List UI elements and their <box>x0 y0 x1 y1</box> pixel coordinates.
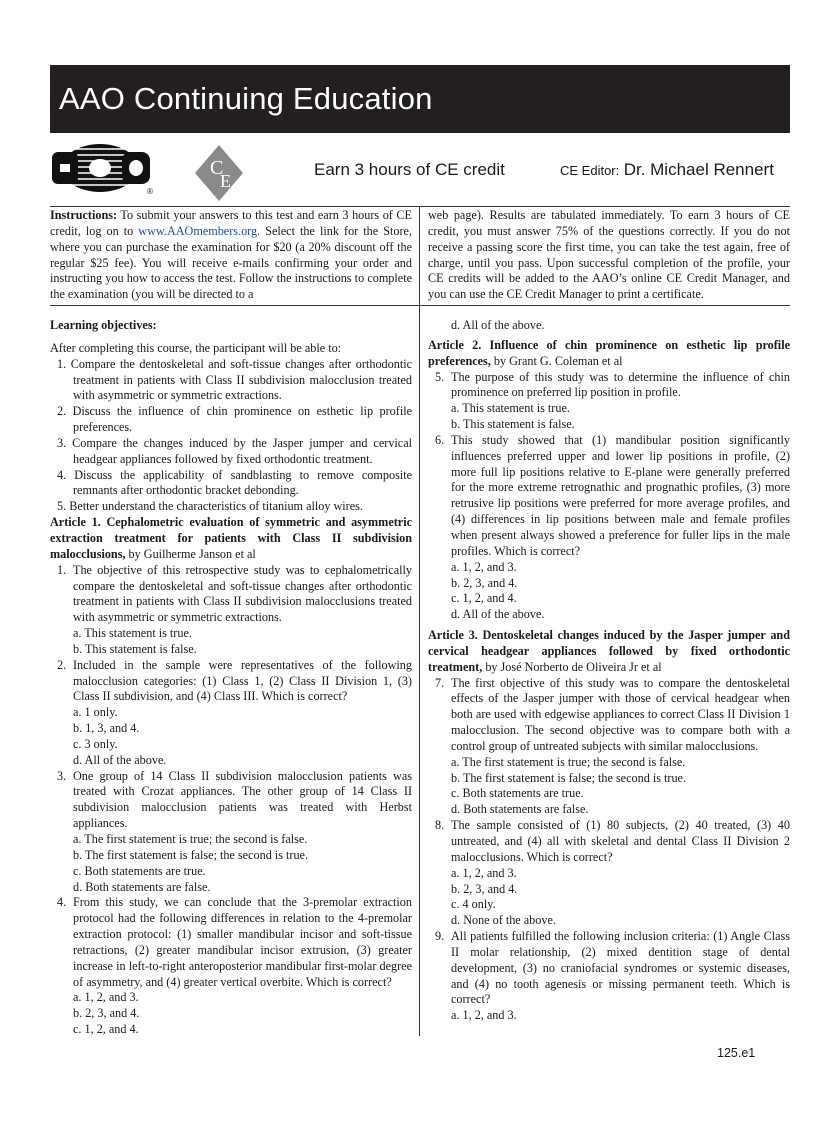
question <box>50 769 412 832</box>
question-number: 9. <box>435 929 445 944</box>
question-text: The sample consisted of (1) 80 subjects, (2) 40 treated, (3) 40 untreated, and (4) all with skeletal and dental Class II Division 2 malocclusions. Which is correct? <box>451 818 790 864</box>
objectives-intro: After completing this course, the participant will be able to: <box>50 340 342 355</box>
ce-editor <box>560 160 774 180</box>
answer-option[interactable]: c. Both statements are true. <box>73 863 206 878</box>
ce-logo <box>193 143 245 203</box>
answer-option[interactable]: a. This statement is true. <box>73 626 192 641</box>
question-text: One group of 14 Class II subdivision malocclusion patients was treated with Crozat appliances. The other group of 14 Class II subdivision malocclusion patients was treated with Herbst appliances. <box>73 768 412 831</box>
instructions-left <box>50 208 412 303</box>
answer-option[interactable]: b. This statement is false. <box>451 417 575 432</box>
ce-logo-c: C <box>210 157 224 179</box>
objectives-list <box>50 357 412 515</box>
answer-option[interactable]: a. 1, 2, and 3. <box>73 990 139 1005</box>
answer-option[interactable]: c. 1, 2, and 4. <box>451 591 517 606</box>
question <box>50 895 412 990</box>
ce-logo-e: E <box>220 171 231 191</box>
objective-item: 4. Discuss the applicability of sandblasting to remove composite remnants after orthodontic bracket debonding. <box>57 467 412 498</box>
question <box>428 818 790 866</box>
editor-name: Dr. Michael Rennert <box>623 160 774 179</box>
objective-item: 3. Compare the changes induced by the Jasper jumper and cervical headgear appliances followed by fixed orthodontic treatment. <box>57 435 412 466</box>
objective-item: 5. Better understand the characteristics of titanium alloy wires. <box>57 499 363 514</box>
question-text: This study showed that (1) mandibular position significantly influences preferred upper and lower lip positions in profile, (2) more full lip positions relative to E-plane were generally preferred for the more extreme retrognathic and prognathic profiles, (3) more retrusive lip positions were preferred for more average profiles, and (4) differences in lip positions between male and female profiles when present always showed a preference for fuller lips in the male profiles. Which is correct? <box>451 432 790 558</box>
question-text: The objective of this retrospective study was to cephalometrically compare the dentoskeletal and soft-tissue changes after orthodontic treatment in patients with Class II subdivision malocclusions treated with asymmetric or symmetric extractions. <box>73 562 412 625</box>
objective-item: 2. Discuss the influence of chin prominence on esthetic lip profile preferences. <box>57 404 412 435</box>
answer-option[interactable]: b. 1, 3, and 4. <box>73 721 140 736</box>
question <box>50 658 412 706</box>
right-column <box>428 318 790 1024</box>
article-3-questions <box>428 676 790 1025</box>
learning-objectives-title: Learning objectives: <box>50 318 157 332</box>
article-3-title: Article 3. Dentoskeletal changes induced by the Jasper jumper and cervical headgear appliances followed by fixed orthodontic treatment, <box>428 628 790 674</box>
question <box>428 676 790 755</box>
answer-option[interactable]: a. This statement is true. <box>451 401 570 416</box>
question-text: From this study, we can conclude that the 3-premolar extraction protocol had the following differences in relation to the 4-premolar extraction protocol: (1) smaller mandibular incisor and soft-tissue retractions, (2) greater mandibular incisor extrusion, (3) greater increase in left-to-right anteroposterior mandibular first-molar degree of asymmetry, and (4) greater vertical overbite. Which is correct? <box>73 895 412 989</box>
instructions-right <box>428 208 790 303</box>
answer-option[interactable]: a. The first statement is true; the second is false. <box>73 832 308 846</box>
answer-option[interactable]: d. Both statements are false. <box>451 802 589 817</box>
article-1-heading <box>50 515 412 563</box>
answer-option[interactable]: b. 2, 3, and 4. <box>73 1006 140 1021</box>
rule-top <box>50 206 790 207</box>
answer-option[interactable]: a. 1, 2, and 3. <box>451 559 517 574</box>
article-1-questions <box>50 563 412 1038</box>
question-number: 7. <box>435 675 445 690</box>
banner-title: AAO Continuing Education <box>50 65 790 133</box>
question-number: 4. <box>57 895 67 910</box>
answer-option[interactable]: a. The first statement is true; the second is false. <box>451 754 686 769</box>
answer-option[interactable]: b. This statement is false. <box>73 641 197 656</box>
answer-option[interactable]: c. 3 only. <box>73 736 118 751</box>
answer-option[interactable]: d. All of the above. <box>451 318 545 332</box>
instructions-label: Instructions: <box>50 208 118 222</box>
question-number: 6. <box>435 432 445 447</box>
answer-option[interactable]: d. All of the above. <box>73 752 167 767</box>
article-3-heading <box>428 628 790 676</box>
answer-option[interactable]: d. None of the above. <box>451 913 556 928</box>
question <box>50 563 412 626</box>
instructions-text-cont: . Select the link for the Store, where you can purchase the examination for $20 (a 20% discount off the regular $25 fee). You will receive e-mails confirming your order and instructing you how to access the test. Follow the instructions to complete the examination (you will be directed to a <box>50 223 412 302</box>
answer-option[interactable]: a. 1, 2, and 3. <box>451 1008 517 1023</box>
column-divider-body <box>419 305 420 1036</box>
question-text: The first objective of this study was to compare the dentoskeletal effects of the Jasper jumper with those of cervical headgear when both are used with edgewise appliances to correct Class II Division 1 malocclusion. The second objective was to compare both with a control group of untreated subjects with similar malocclusions. <box>451 675 790 753</box>
answer-option[interactable]: c. 4 only. <box>451 897 496 912</box>
answer-option[interactable]: b. The first statement is false; the second is true. <box>73 847 309 862</box>
objective-item: 1. Compare the dentoskeletal and soft-tissue changes after orthodontic treatment in patients with Class II subdivision malocclusion treated with asymmetric or symmetric extractions. <box>57 356 412 403</box>
article-1-title: Article 1. Cephalometric evaluation of symmetric and asymmetric extraction treatment for patients with Class II subdivision malocclusions, <box>50 515 412 561</box>
question-text: All patients fulfilled the following inclusion criteria: (1) Angle Class II molar relationship, (2) mixed dentition stage of dental development, (3) no craniofacial syndromes or systemic diseases, and (4) no tooth agenesis or missing permanent teeth. Which is correct? <box>451 929 790 1007</box>
editor-label: CE Editor: <box>560 163 620 178</box>
answer-option[interactable]: b. 2, 3, and 4. <box>451 881 518 896</box>
question <box>428 433 790 560</box>
question-text: The purpose of this study was to determine the influence of chin prominence on preferred lip position in profile. <box>451 369 790 400</box>
rule-mid <box>50 305 790 306</box>
question <box>428 929 790 1008</box>
answer-option[interactable]: c. Both statements are true. <box>451 786 584 801</box>
article-1-authors: by Guilherme Janson et al <box>125 546 256 561</box>
page-number: 125.e1 <box>717 1046 756 1060</box>
article-3-authors: by José Norberto de Oliveira Jr et al <box>482 659 662 674</box>
answer-option[interactable]: d. Both statements are false. <box>73 879 211 894</box>
answer-option[interactable]: d. All of the above. <box>451 607 545 622</box>
registered-mark: ® <box>147 187 153 196</box>
answer-option[interactable]: b. The first statement is false; the second is true. <box>451 770 687 785</box>
answer-option[interactable]: b. 2, 3, and 4. <box>451 575 518 590</box>
article-2-title: Article 2. Influence of chin prominence on esthetic lip profile preferences, <box>428 337 790 368</box>
article-2-questions <box>428 370 790 624</box>
earn-credit-text: Earn 3 hours of CE credit <box>314 160 505 179</box>
instructions-right-text: web page). Results are tabulated immediately. To earn 3 hours of CE credit, you must answer 75% of the questions correctly. If you do not receive a passing score the first time, you can take the test again, free of charge, until you pass. Upon successful completion of the profile, your CE credits will be added to the AAO’s online CE Credit Manager, and you can use the CE Credit Manager to print a certificate. <box>428 208 790 302</box>
question-number: 8. <box>435 818 445 833</box>
aao-logo <box>50 140 158 196</box>
question-number: 5. <box>435 369 445 384</box>
question <box>428 370 790 402</box>
answer-option[interactable]: a. 1 only. <box>73 705 118 720</box>
article-2-heading <box>428 338 790 370</box>
instructions-text: To submit your answers to this test and earn 3 hours of CE credit, log on to <box>50 208 412 238</box>
left-column <box>50 318 412 1038</box>
article-2-authors: by Grant G. Coleman et al <box>490 353 623 368</box>
question-text: Included in the sample were representatives of the following malocclusion categories: (1) Class 1, (2) Class II Division 1, (3) Class II subdivision, and (4) Class III. Which is correct? <box>73 657 412 704</box>
question-number: 1. <box>57 562 67 577</box>
answer-option[interactable]: a. 1, 2, and 3. <box>451 865 517 880</box>
answer-option[interactable]: c. 1, 2, and 4. <box>73 1022 139 1037</box>
aao-members-link[interactable]: www.AAOmembers.org <box>138 223 258 238</box>
question-number: 2. <box>57 657 67 672</box>
column-divider-instructions <box>419 206 420 305</box>
question-number: 3. <box>57 768 67 783</box>
